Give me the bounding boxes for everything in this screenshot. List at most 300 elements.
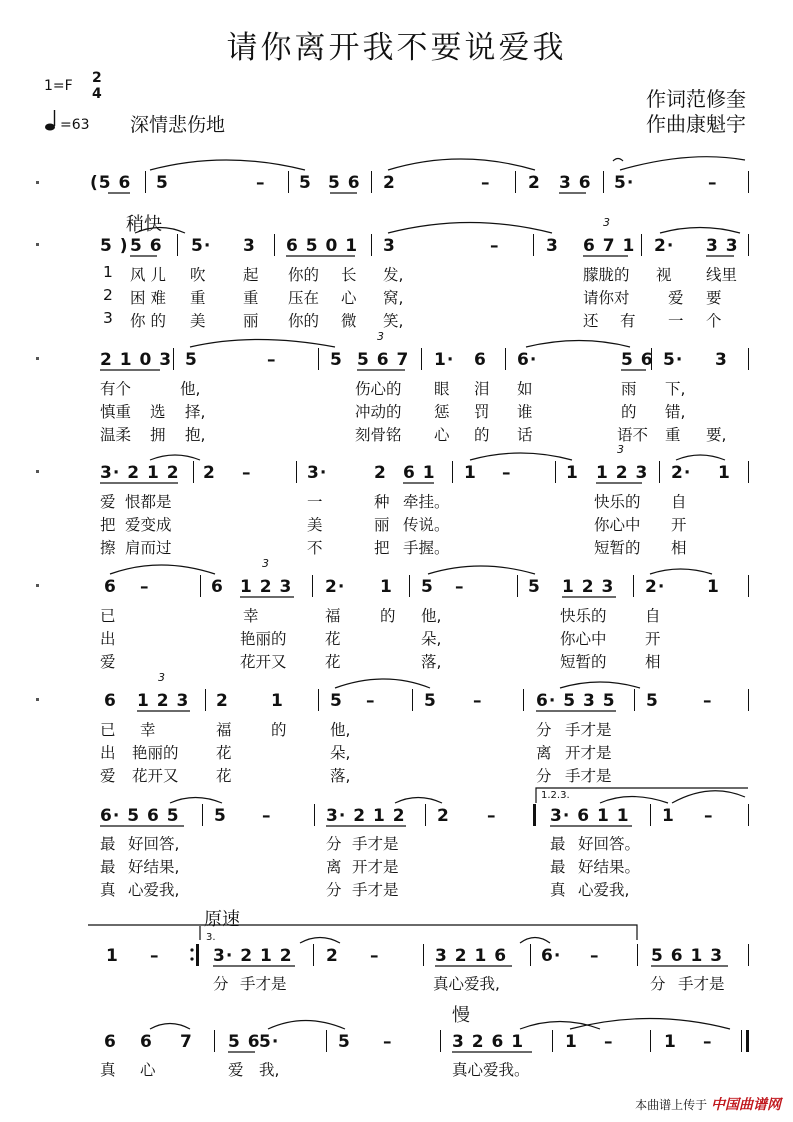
note-group: – [455, 577, 465, 597]
lyric: 拥 [150, 426, 166, 444]
volta-label-third: 3. [206, 932, 216, 943]
note-group: 2 [203, 463, 216, 483]
lyric: 罚 [474, 403, 490, 421]
note-group: 5 [338, 1032, 351, 1052]
note-group: 2 [528, 173, 541, 193]
note-group: 3· 6 1 1 [550, 806, 630, 826]
bar-line [603, 171, 604, 193]
note-group: 5 [528, 577, 541, 597]
note-group: – [703, 691, 713, 711]
lyric: 一 [307, 493, 323, 511]
lyric: 种 [374, 493, 390, 511]
lyric: 窝, [383, 289, 404, 307]
bar-line [173, 348, 174, 370]
lyric: 离 [536, 744, 552, 762]
note-group: 2 [437, 806, 450, 826]
note-group: 6 [474, 350, 487, 370]
note-group: – [262, 806, 272, 826]
lyric: 谁 [517, 403, 533, 421]
bar-line [202, 804, 203, 826]
bar-line [552, 1030, 553, 1052]
lyric: 长 [341, 266, 357, 284]
lyric: 开 [645, 630, 661, 648]
lyric: 有个 [100, 380, 132, 398]
slur [388, 159, 535, 170]
lyric: 出 [100, 744, 116, 762]
lyric: 一 [668, 312, 684, 330]
slur [560, 682, 640, 688]
lyric: 离 [326, 858, 342, 876]
bar-line [659, 461, 660, 483]
lyric: 重 [243, 289, 259, 307]
note-group: 5 6 [328, 173, 361, 193]
lyric: 伤心的 [355, 380, 402, 398]
bar-line [533, 234, 534, 256]
note-group: 5 [646, 691, 659, 711]
lyric: 擦 [100, 539, 116, 557]
bar-line [296, 461, 297, 483]
lyric: 短暂的 [560, 653, 607, 671]
note-group: 2· [325, 577, 346, 597]
note-group: 6 5 0 1 [286, 236, 359, 256]
verse-number: 2 [103, 286, 113, 304]
lyric: 花 [325, 630, 341, 648]
note-group: – [481, 173, 491, 193]
note-group: 1 [662, 806, 675, 826]
repeat-dot [190, 957, 193, 960]
lyric: 你的 [288, 312, 320, 330]
note-group: 1 [718, 463, 731, 483]
lyric: 笑, [383, 312, 404, 330]
bar-line [748, 575, 749, 597]
note-group: 6 [211, 577, 224, 597]
note-group: – [490, 236, 500, 256]
lyric: 花开又 [132, 767, 179, 785]
lyric: 落, [330, 767, 351, 785]
lyric: 视 [656, 266, 672, 284]
lyric: 重 [190, 289, 206, 307]
lyric: 爱 [228, 1061, 244, 1079]
note-group: – [383, 1032, 393, 1052]
note-group: 5· [259, 1032, 280, 1052]
slur [600, 797, 668, 804]
lyric: 心 [341, 289, 357, 307]
note-group: 1 [566, 463, 579, 483]
note-group: 5 [424, 691, 437, 711]
slur [526, 341, 630, 348]
lyric: 开才是 [352, 858, 399, 876]
bar-line [637, 944, 638, 966]
note-group: 3 [715, 350, 728, 370]
note-group: 5 [330, 691, 343, 711]
slur [520, 938, 550, 944]
final-bar-line-thin [741, 1030, 742, 1052]
bar-line [421, 348, 422, 370]
lyric: 雨 [621, 380, 637, 398]
note-group: 1 2 3 [137, 691, 190, 711]
lyric: 泪 [474, 380, 490, 398]
lyric: 线里 [706, 266, 738, 284]
lyric: 重 [665, 426, 681, 444]
bar-line [288, 171, 289, 193]
key-signature: 1=F [44, 78, 73, 94]
note-group: 2 [374, 463, 387, 483]
note-group: 3· 2 1 2 [326, 806, 406, 826]
bar-line [313, 944, 314, 966]
note-group: 2· [645, 577, 666, 597]
note-group: 5 6 [228, 1032, 261, 1052]
lyric: 错, [665, 403, 686, 421]
slur [150, 455, 200, 460]
lyric: 幸 [243, 607, 259, 625]
lyric: 分 [213, 975, 229, 993]
upload-footer [635, 1094, 781, 1114]
slur [660, 228, 740, 234]
lyric: 吹 [190, 266, 206, 284]
note-group: 6 1 [403, 463, 436, 483]
note-group: 5 [421, 577, 434, 597]
volta-bracket-third [88, 925, 637, 940]
lyric: 的 [474, 426, 490, 444]
lyric: 短暂的 [594, 539, 641, 557]
bar-line [193, 461, 194, 483]
upload-text: 本曲谱上传于 [635, 1098, 708, 1112]
note-group: 2 [326, 946, 339, 966]
triplet-mark: 3 [262, 557, 269, 570]
note-group: 5 6 [130, 236, 163, 256]
lyric: 手才是 [352, 881, 399, 899]
note-group: – [366, 691, 376, 711]
note-group: (5 6 [90, 173, 132, 193]
note-group: 3 [243, 236, 256, 256]
lyric: 花 [216, 767, 232, 785]
lyric: 发, [383, 266, 404, 284]
repeat-bar-line [196, 944, 199, 966]
lyric: 福 [325, 607, 341, 625]
lyric: 手才是 [565, 767, 612, 785]
lyric: 把 [374, 539, 390, 557]
bar-line [409, 575, 410, 597]
lyric: 真心爱我。 [452, 1061, 530, 1079]
lyric: 开才是 [565, 744, 612, 762]
lyric: 话 [517, 426, 533, 444]
lyric: 分 [536, 767, 552, 785]
lyric: 真心爱我, [433, 975, 500, 993]
lyric: 有 [620, 312, 636, 330]
tempo-value: =63 [60, 117, 90, 133]
lyric: 选 [150, 403, 166, 421]
note-group: 3 2 1 6 [435, 946, 508, 966]
lyric: 爱 [100, 653, 116, 671]
bar-line [318, 348, 319, 370]
note-group: 3 [383, 236, 396, 256]
bar-line [748, 461, 749, 483]
bar-line [748, 944, 749, 966]
lyric: 你的 [288, 266, 320, 284]
lyric: 分 [326, 835, 342, 853]
note-group: – [150, 946, 160, 966]
lyric: 好回答, [128, 835, 180, 853]
note-group: 5 6 7 [357, 350, 410, 370]
lyric: 请你对 [583, 289, 630, 307]
lyric: 自 [645, 607, 661, 625]
lyric: 好结果, [128, 858, 180, 876]
lyric: 肩而过 [125, 539, 172, 557]
triplet-mark: 3 [603, 216, 610, 229]
lyric: 牵挂。 [403, 493, 450, 511]
note-group: 5 6 1 3 [651, 946, 724, 966]
note-group: 3· 2 1 2 [213, 946, 293, 966]
expression-marking: 深情悲伤地 [130, 114, 226, 136]
note-group: – [370, 946, 380, 966]
note-group: 5· [191, 236, 212, 256]
lyric: 丽 [374, 516, 390, 534]
note-group: 1 2 3 [596, 463, 649, 483]
lyric: 分 [326, 881, 342, 899]
lyric: 的 [621, 403, 637, 421]
lyric: 的 [271, 721, 287, 739]
lyric: 花 [216, 744, 232, 762]
lyric: 下, [665, 380, 686, 398]
bar-line [634, 689, 635, 711]
bar-line [318, 689, 319, 711]
lyric: 他, [180, 380, 201, 398]
song-title: 请你离开我不要说爱我 [226, 30, 567, 66]
note-group: – [267, 350, 277, 370]
lyric: 惩 [434, 403, 450, 421]
lyric: 还 [583, 312, 599, 330]
note-group: 6· 5 3 5 [536, 691, 616, 711]
lyric: 朦胧的 [583, 266, 630, 284]
note-group: – [242, 463, 252, 483]
lyric: 要, [706, 426, 727, 444]
note-group: 5 [299, 173, 312, 193]
slur [190, 340, 335, 348]
bar-line [748, 234, 749, 256]
lyric: 你的 [130, 312, 172, 330]
lyric: 分 [650, 975, 666, 993]
bar-line [650, 804, 651, 826]
note-group: 1 [106, 946, 119, 966]
lyric: 艳丽的 [132, 744, 179, 762]
lyric: 快乐的 [560, 607, 607, 625]
lyric: 心爱我, [128, 881, 180, 899]
quarter-note-icon [45, 110, 55, 131]
note-group: 1 [565, 1032, 578, 1052]
bar-line [748, 689, 749, 711]
bar-line [748, 804, 749, 826]
lyric: 好回答。 [578, 835, 641, 853]
site-logo: 中国曲谱网 [711, 1097, 781, 1113]
lyric: 已 [100, 721, 116, 739]
note-group: 5 [156, 173, 169, 193]
note-group: 2 [383, 173, 396, 193]
slur [470, 453, 572, 460]
bar-line [200, 575, 201, 597]
lyric: 朵, [330, 744, 351, 762]
lyric: 温柔 [100, 426, 132, 444]
triplet-mark: 3 [377, 330, 384, 343]
lyric: 手才是 [565, 721, 612, 739]
lyric: 落, [421, 653, 442, 671]
lyric: 好结果。 [578, 858, 641, 876]
lyric: 手握。 [403, 539, 450, 557]
bar-line [555, 461, 556, 483]
lyric: 恨都是 [125, 493, 172, 511]
final-bar-line-thick [746, 1030, 749, 1052]
note-group: 5 [185, 350, 198, 370]
bar-line [312, 575, 313, 597]
lyric: 困难 [130, 289, 172, 307]
lyric: 不 [307, 539, 323, 557]
lyric: 他, [421, 607, 442, 625]
note-group: 2· [671, 463, 692, 483]
time-signature-top: 2 [92, 70, 102, 86]
lyric: 真 [550, 881, 566, 899]
tempo-change-slow: 慢 [452, 1005, 470, 1026]
lyric: 最 [100, 835, 116, 853]
note-group: 1· [434, 350, 455, 370]
bar-line [523, 689, 524, 711]
slur [110, 565, 215, 574]
note-group: 3· [307, 463, 328, 483]
bar-line [517, 575, 518, 597]
slur [150, 1024, 190, 1030]
margin-mark [36, 470, 39, 473]
lyric: 出 [100, 630, 116, 648]
note-group: 6 [104, 691, 117, 711]
triplet-mark: 3 [617, 443, 624, 456]
verse-number: 1 [103, 263, 113, 281]
lyric: 手才是 [352, 835, 399, 853]
bar-line [505, 348, 506, 370]
margin-mark [36, 357, 39, 360]
bar-line [412, 689, 413, 711]
slur [395, 798, 442, 804]
lyric: 传说。 [403, 516, 450, 534]
slur [672, 791, 745, 803]
note-group: 5 [214, 806, 227, 826]
bar-line [326, 1030, 327, 1052]
note-group: 2 [216, 691, 229, 711]
note-group: 1 [707, 577, 720, 597]
note-group: – [487, 806, 497, 826]
lyric: 刻骨铭 [355, 426, 402, 444]
note-group: 2 1 0 3 [100, 350, 173, 370]
lyric: 微 [341, 312, 357, 330]
note-group: 5 [330, 350, 343, 370]
slur [170, 798, 222, 804]
lyric: 最 [100, 858, 116, 876]
slur [335, 679, 430, 688]
time-signature-bottom: 4 [92, 86, 102, 102]
bar-line [748, 171, 749, 193]
lyric: 手才是 [678, 975, 725, 993]
bar-line [423, 944, 424, 966]
lyric: 压在 [288, 289, 320, 307]
bar-line [371, 171, 372, 193]
lyric: 要 [706, 289, 722, 307]
tempo-change-faster: 稍快 [126, 214, 162, 235]
bar-line [440, 1030, 441, 1052]
note-group: – [140, 577, 150, 597]
bar-line [145, 171, 146, 193]
lyric: 心 [140, 1061, 156, 1079]
slur [570, 1019, 730, 1030]
lyric: 开 [671, 516, 687, 534]
lyric: 快乐的 [594, 493, 641, 511]
note-group: 2· [654, 236, 675, 256]
note-group: 3 6 [559, 173, 592, 193]
note-group: 7 [180, 1032, 193, 1052]
slur [300, 938, 340, 944]
lyric: 朵, [421, 630, 442, 648]
note-group: – [703, 1032, 713, 1052]
lyric: 我, [259, 1061, 280, 1079]
lyric: 花 [325, 653, 341, 671]
note-group: – [256, 173, 266, 193]
lyricist-credit: 作词范修奎 [646, 87, 746, 111]
lyric: 爱 [668, 289, 684, 307]
fermata-mark [613, 159, 623, 162]
note-group: 1 [464, 463, 477, 483]
note-group: – [473, 691, 483, 711]
lyric: 真 [100, 881, 116, 899]
note-group: 6 7 1 [583, 236, 636, 256]
lyric: 的 [380, 607, 396, 625]
lyric: 已 [100, 607, 116, 625]
lyric: 个 [706, 312, 722, 330]
lyric: 你心中 [594, 516, 641, 534]
note-group: 5· [614, 173, 635, 193]
lyric: 花开又 [240, 653, 287, 671]
margin-mark [36, 584, 39, 587]
margin-mark [36, 243, 39, 246]
lyric: 真 [100, 1061, 116, 1079]
lyric: 爱 [100, 767, 116, 785]
bar-line [641, 234, 642, 256]
note-group: 1 [271, 691, 284, 711]
bar-line [651, 348, 652, 370]
lyric: 相 [671, 539, 687, 557]
bar-line [274, 234, 275, 256]
note-group: – [704, 806, 714, 826]
note-group: 6· 5 6 5 [100, 806, 180, 826]
lyric: 手才是 [240, 975, 287, 993]
lyric: 美 [307, 516, 323, 534]
margin-mark [36, 181, 39, 184]
slur [676, 455, 725, 460]
lyric: 爱 [100, 493, 116, 511]
note-group: 5 6 [621, 350, 654, 370]
note-group: 6 [104, 1032, 117, 1052]
note-group: 3· 2 1 2 [100, 463, 180, 483]
note-group: 1 2 3 [240, 577, 293, 597]
slur [650, 569, 712, 574]
note-group: – [502, 463, 512, 483]
lyric: 心 [434, 426, 450, 444]
lyric: 自 [671, 493, 687, 511]
slur [150, 160, 305, 170]
lyric: 最 [550, 858, 566, 876]
note-group: 3 2 6 1 [452, 1032, 525, 1052]
note-group: – [590, 946, 600, 966]
bar-line [214, 1030, 215, 1052]
note-group: 6· [541, 946, 562, 966]
lyric: 丽 [243, 312, 259, 330]
bar-line [633, 575, 634, 597]
lyric: 择, [185, 403, 206, 421]
